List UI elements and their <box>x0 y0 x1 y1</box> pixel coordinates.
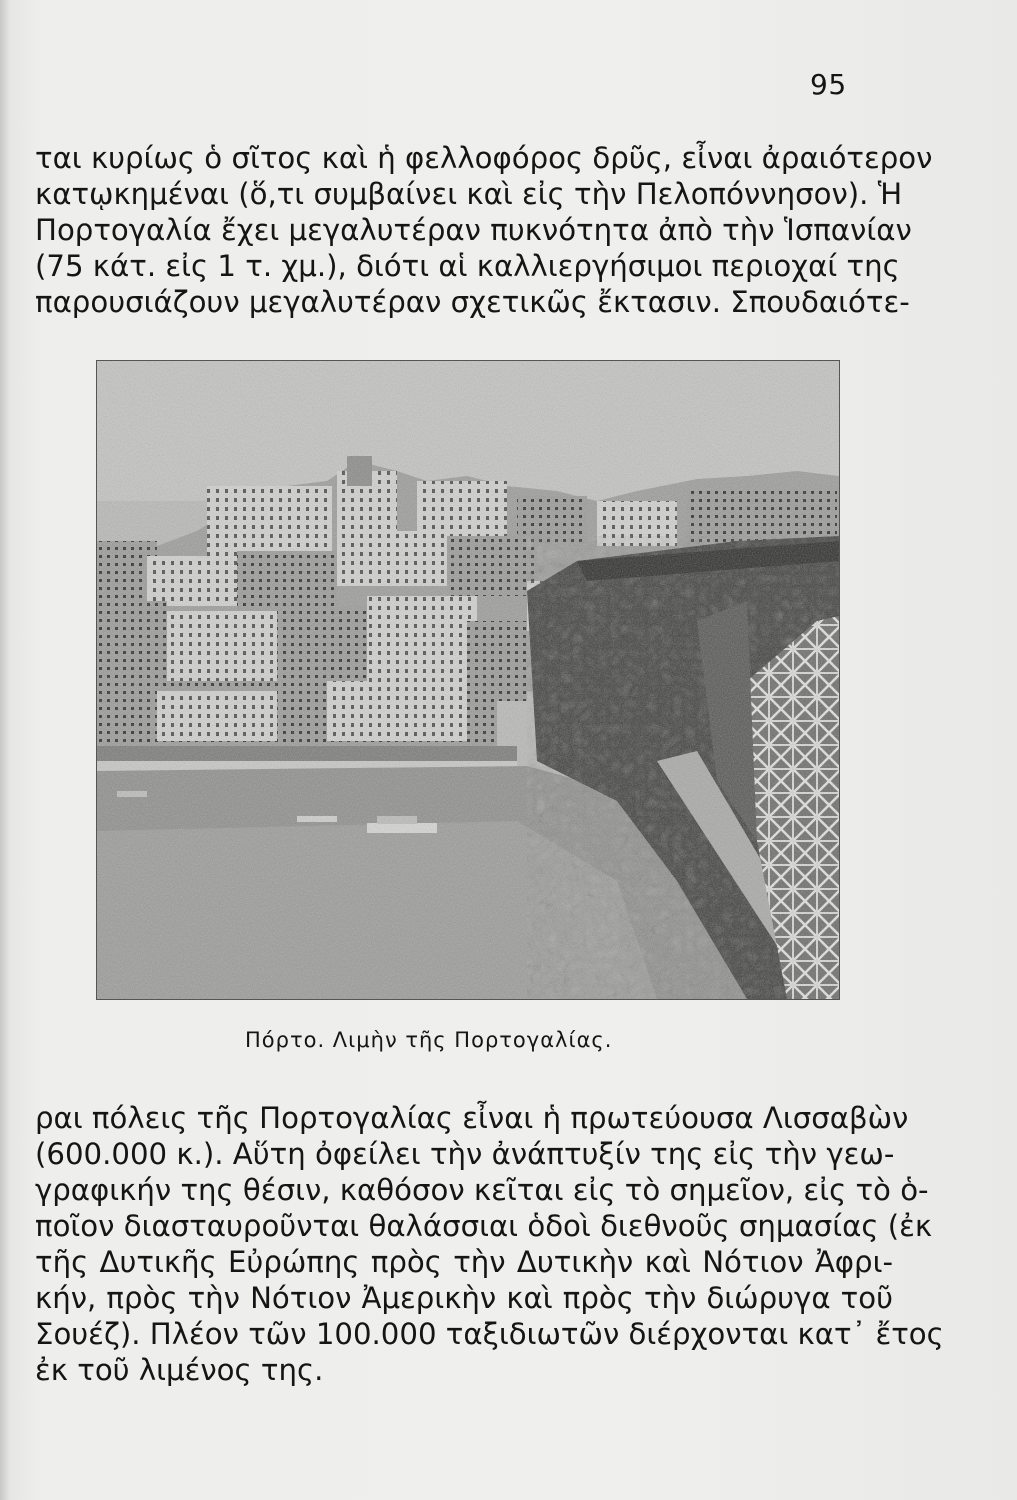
text-line: τῆς Δυτικῆς Εὐρώπης πρὸς τὴν Δυτικὴν καὶ Νότιον Ἀφρι- <box>35 1245 893 1279</box>
page-number: 95 <box>810 68 847 101</box>
text-line: Πορτογαλία ἔχει μεγαλυτέραν πυκνότητα ἀπὸ τὴν Ἱσπανίαν <box>35 213 912 247</box>
text-line: γραφικήν της θέσιν, καθόσον κεῖται εἰς τὸ σημεῖον, εἰς τὸ ὁ- <box>35 1173 929 1207</box>
text-line: Σουέζ). Πλέον τῶν 100.000 ταξιδιωτῶν διέρχονται κατ᾽ ἔτος <box>35 1317 944 1351</box>
figure-caption: Πόρτο. Λιμὴν τῆς Πορτογαλίας. <box>245 1028 613 1052</box>
text-line: κήν, πρὸς τὴν Νότιον Ἀμερικὴν καὶ πρὸς τὴν διώρυγα τοῦ <box>35 1281 893 1315</box>
paragraph-bottom <box>35 1100 944 1388</box>
text-line: (600.000 κ.). Αὕτη ὀφείλει τὴν ἀνάπτυξίν της εἰς τὴν γεω- <box>35 1137 895 1171</box>
text-line: ἐκ τοῦ λιμένος της. <box>35 1353 324 1387</box>
text-line: ποῖον διασταυροῦνται θαλάσσιαι ὁδοὶ διεθνοῦς σημασίας (ἐκ <box>35 1209 933 1243</box>
paragraph-top <box>35 140 933 320</box>
porto-harbor-photo <box>96 360 840 1000</box>
text-line: (75 κάτ. εἰς 1 τ. χμ.), διότι αἱ καλλιεργήσιμοι περιοχαί της <box>35 249 900 283</box>
text-line: κατῳκημέναι (ὅ,τι συμβαίνει καὶ εἰς τὴν Πελοπόννησον). Ἡ <box>35 177 903 211</box>
photo-figure <box>96 360 838 998</box>
text-line: ραι πόλεις τῆς Πορτογαλίας εἶναι ἡ πρωτεύουσα Λισσαβὼν <box>35 1101 909 1135</box>
text-line: ται κυρίως ὁ σῖτος καὶ ἡ φελλοφόρος δρῦς, εἶναι ἀραιότερον <box>35 141 933 175</box>
text-line: παρουσιάζουν μεγαλυτέραν σχετικῶς ἔκτασιν. Σπουδαιότε- <box>35 285 910 319</box>
